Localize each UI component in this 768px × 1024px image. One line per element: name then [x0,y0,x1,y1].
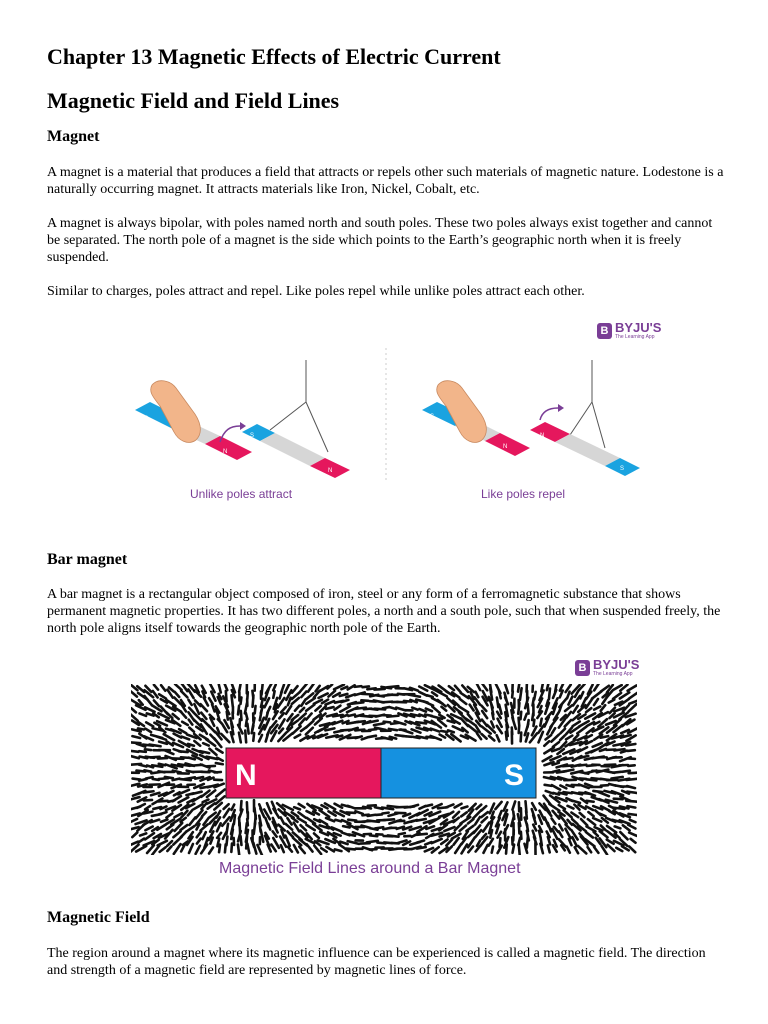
filing-stroke [145,749,151,750]
filing-stroke [362,694,373,695]
filing-stroke [626,801,637,802]
filing-stroke [346,812,355,813]
filing-stroke [519,823,520,833]
filing-stroke [513,845,515,853]
filing-stroke [326,707,333,709]
field-lines-caption: Magnetic Field Lines around a Bar Magnet [219,860,521,877]
filing-stroke [387,716,398,717]
filing-stroke [626,779,636,780]
repel-arrow [540,408,558,420]
filing-stroke [448,730,454,732]
filing-stroke [441,731,447,732]
caption-unlike-poles: Unlike poles attract [190,487,293,501]
filing-stroke [139,751,146,752]
filing-stroke [492,713,493,719]
filing-stroke [627,806,635,807]
byjus-logo-icon-2: B [575,660,590,676]
filing-stroke [132,736,140,738]
filing-stroke [231,844,232,852]
filing-stroke [368,805,376,806]
filing-stroke [601,785,608,786]
filing-stroke [518,703,519,714]
filing-stroke [232,695,233,706]
filing-stroke [335,849,342,851]
filing-stroke [605,765,616,766]
filing-stroke [532,714,533,721]
filing-stroke [139,765,147,767]
byjus-logo-icon: B [597,323,612,339]
poles-illustration [130,340,650,490]
filing-stroke [626,744,635,745]
filing-stroke [238,844,239,855]
filing-stroke [384,722,391,723]
bar-magnet-heading: Bar magnet [47,551,128,568]
filing-stroke [492,847,493,853]
filing-stroke [227,712,228,720]
filing-stroke [219,845,220,853]
filing-stroke [601,736,609,738]
svg-text:N: N [503,444,508,450]
filing-stroke [427,695,433,697]
svg-text:S: S [250,433,255,439]
filing-stroke [246,713,248,719]
filing-stroke [399,833,405,834]
filing-stroke [363,807,371,809]
filing-stroke [143,791,153,792]
filing-stroke [402,736,411,737]
filing-stroke [239,684,240,692]
filing-stroke [138,728,144,729]
filing-stroke [335,820,341,822]
filing-stroke [547,684,549,690]
filing-stroke [239,733,241,743]
filing-stroke [549,689,550,700]
north-label: N [235,759,257,792]
filing-stroke [383,819,394,820]
filing-stroke [266,713,268,720]
byjus-brand-name-2: BYJU'S [593,657,640,672]
filing-stroke [564,758,572,759]
filing-stroke [349,834,355,835]
filing-stroke [539,831,541,838]
filing-stroke [627,792,636,793]
filing-stroke [149,745,160,747]
filing-stroke [417,819,426,821]
svg-text:N: N [328,468,333,474]
field-lines-figure [131,684,637,855]
filing-stroke [348,820,356,821]
filing-stroke [417,847,426,848]
filing-stroke [260,710,262,720]
filing-stroke [368,815,376,816]
filing-stroke [563,792,571,793]
filing-stroke [254,823,255,834]
filing-stroke [144,812,153,814]
filing-stroke [613,772,621,773]
magnetic-field-heading: Magnetic Field [47,909,150,926]
byjus-brand-tag-2: The Learning App [593,671,633,677]
suspended-magnet-right [530,422,640,476]
filing-stroke [144,800,152,801]
filing-stroke [188,744,194,746]
svg-text:N: N [540,433,545,439]
filing-stroke [545,785,552,786]
bar-magnet-paragraph: A bar magnet is a rectangular object composed of iron, steel or any form of a ferromagnetic substance that shows permanent magnetic properties. It has two different poles, a north and a south pole, such that when suspended freely, the north pole aligns itself towards the geographic north pole of the Earth. [47,587,721,636]
filing-stroke [388,835,399,836]
filing-stroke [389,729,397,730]
filing-stroke [425,805,432,807]
caption-like-poles: Like poles repel [481,487,566,501]
section-title: Magnetic Field and Field Lines [47,88,340,113]
filing-stroke [352,702,364,703]
filing-stroke [179,751,188,752]
byjus-logo [597,321,661,340]
filing-stroke [375,827,383,828]
filing-stroke [615,826,621,828]
filing-stroke [247,724,248,734]
filing-stroke [355,686,362,687]
filing-stroke [216,763,223,764]
filing-stroke [158,801,167,802]
magnet-paragraph-2: A magnet is always bipolar, with poles named north and south poles. These two poles always exist together and cannot be separated. The north pole of a magnet is the side which points to the Earth’s geographic north when it is freely suspended. [47,216,713,265]
filing-stroke [355,721,365,722]
filing-stroke [390,737,396,739]
filing-stroke [490,830,492,838]
filing-stroke [131,751,138,752]
filing-stroke [520,688,522,700]
filing-stroke [527,837,528,848]
filing-stroke [362,686,368,687]
filing-stroke [579,765,587,766]
filing-stroke [144,770,151,771]
filing-stroke [369,736,376,737]
svg-text:S: S [620,466,625,472]
svg-text:N: N [223,449,228,455]
filing-stroke [253,733,254,741]
magnet-paragraph-1: A magnet is a material that produces a field that attracts or repels other such materials of magnetic nature. Lodestone is a naturally occurring magnet. It attracts materials like Iron, Nickel, Cobalt, etc. [47,165,724,197]
filing-stroke [245,731,246,743]
filing-stroke [621,751,627,753]
filing-stroke [374,723,385,725]
filing-stroke [416,722,426,723]
filing-stroke [165,777,173,778]
filing-stroke [519,718,520,726]
filing-stroke [518,684,519,692]
filing-stroke [343,826,350,827]
filing-stroke [382,813,388,814]
filing-stroke [195,777,203,779]
filing-stroke [587,801,594,802]
svg-text:S: S [144,416,149,422]
filing-stroke [241,697,242,703]
filing-stroke [611,777,622,779]
filing-stroke [234,815,235,824]
filing-stroke [374,689,384,690]
filing-stroke [548,845,550,852]
filing-stroke [159,764,165,765]
magnet-paragraph-3: Similar to charges, poles attract and repel. Like poles repel while unlike poles attract each other. [47,284,585,299]
filing-stroke [519,844,520,855]
filing-stroke [628,765,635,766]
filing-stroke [521,733,522,742]
filing-stroke [225,844,226,852]
filing-stroke [273,691,274,698]
filing-stroke [506,844,507,853]
filing-stroke [382,808,393,810]
filing-stroke [461,807,467,809]
filing-stroke [499,691,501,699]
byjus-logo-2 [575,658,639,677]
filing-stroke [628,750,635,751]
filing-stroke [369,729,376,730]
filing-stroke [247,844,249,853]
suspended-magnet-left [242,424,350,478]
filing-stroke [355,736,361,738]
filing-stroke [348,715,355,716]
filing-stroke [252,726,254,734]
filing-stroke [628,814,636,815]
svg-text:S: S [430,414,435,420]
filing-stroke [506,732,507,740]
filing-stroke [173,779,180,781]
filing-stroke [526,811,527,819]
filing-stroke [253,695,254,706]
filing-stroke [521,712,522,719]
chapter-title: Chapter 13 Magnetic Effects of Electric Current [47,44,501,69]
filing-stroke [158,758,167,759]
filing-stroke [614,749,624,750]
byjus-brand-name: BYJU'S [615,320,662,335]
filing-stroke [622,771,630,772]
filing-stroke [189,758,195,760]
filing-stroke [533,720,534,726]
south-label: S [504,759,525,792]
filing-stroke [361,700,368,701]
magnetic-field-paragraph: The region around a magnet where its magnetic influence can be experienced is called a magnetic field. The direction and strength of a magnetic field are represented by magnetic lines of force. [47,946,706,978]
filing-stroke [512,691,513,697]
byjus-brand-tag: The Learning App [615,334,655,340]
filing-stroke [241,836,242,845]
magnet-heading: Magnet [47,128,100,145]
filing-stroke [184,777,194,779]
filing-stroke [238,706,239,715]
filing-stroke [528,704,529,714]
filing-stroke [336,736,342,737]
filing-stroke [540,719,541,726]
filing-stroke [255,706,256,714]
filing-stroke [417,834,427,835]
filing-stroke [346,849,355,850]
